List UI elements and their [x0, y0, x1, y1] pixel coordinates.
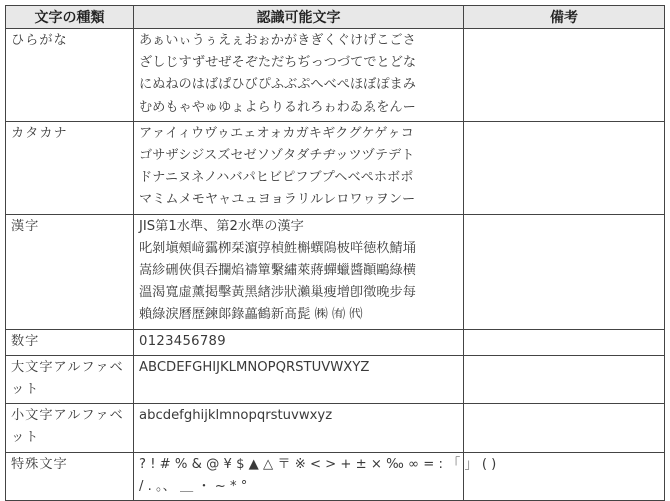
character-line: / . 。、 ＿ ・ ~ * °	[139, 478, 248, 494]
characters-cell	[134, 29, 464, 122]
header-notes: 備考	[464, 6, 665, 29]
character-line: 叱剝塡頰﨑靎栁栞濵弴楨鮏槲蟤隝柀咩徳杦鯖埇	[139, 240, 416, 256]
note-cell	[464, 29, 665, 122]
character-line: アァイィウヴゥエェオォカガキギクグケゲヶコ	[139, 125, 414, 141]
character-line: ? ! # % & @ ¥ $ ▲ △ 〒 ※ < > + ± × ‰ ∞ = : 「 」 ( )	[139, 456, 497, 472]
table-row	[6, 214, 665, 329]
characters-cell	[134, 214, 464, 329]
characters-cell	[134, 355, 464, 403]
characters-cell	[134, 329, 464, 355]
characters-cell	[134, 452, 497, 500]
table-row	[6, 29, 665, 122]
character-line: abcdefghijklmnopqrstuvwxyz	[139, 408, 333, 424]
table-row	[6, 329, 665, 355]
character-line: ドナニヌネノハバパヒビピフブプヘベペホボポ	[139, 170, 414, 186]
note-cell	[464, 355, 665, 403]
recognizable-characters-table	[5, 5, 665, 501]
character-line: 0123456789	[139, 333, 226, 349]
header-row	[6, 6, 665, 29]
character-line: JIS第1水準、第2水準の漢字	[139, 218, 304, 234]
character-line: ざしじすずせぜそぞただちぢっつづてでとどな	[139, 55, 417, 71]
note-cell	[464, 121, 665, 214]
category-cell: 数字	[6, 329, 134, 355]
header-character-type: 文字の種類	[6, 6, 134, 29]
character-line: マミムメモヤャユュヨョラリルレロワヮヲンー	[139, 192, 416, 208]
category-cell: 小文字アルファベット	[6, 404, 134, 452]
characters-cell	[134, 404, 464, 452]
character-line: 嵩紾硎俠俱吞攔焰禱簞繫繡萊蔣蟬蠟醬顚鷗綠横	[139, 263, 416, 279]
characters-cell	[134, 121, 464, 214]
table-row	[6, 404, 665, 452]
table-row	[6, 452, 665, 500]
character-line: ABCDEFGHIJKLMNOPQRSTUVWXYZ	[139, 359, 370, 375]
character-line: 溫渴寬虛薰掲擊黃黑緖涉狀瀨巢瘦增卽徵晚步每	[139, 285, 416, 301]
character-table-container	[5, 5, 664, 501]
category-cell: 漢字	[6, 214, 134, 329]
category-cell: 大文字アルファベット	[6, 355, 134, 403]
category-cell: カタカナ	[6, 121, 134, 214]
table-row	[6, 355, 665, 403]
note-cell	[464, 329, 665, 355]
character-line: むめもゃやゅゆょよらりるれろゎわゐゑをんー	[139, 99, 416, 115]
note-cell	[464, 404, 665, 452]
category-cell: ひらがな	[6, 29, 134, 122]
character-line: ゴサザシジスズセゼソゾタダチヂッツヅテデト	[139, 148, 415, 164]
character-line: にぬねのはばぱひびぴふぶぷへべぺほぼぽまみ	[139, 77, 416, 93]
header-recognizable-characters: 認識可能文字	[134, 6, 464, 29]
character-line: あぁいぃうぅえぇおぉかがきぎくぐけげこごさ	[139, 33, 416, 48]
category-cell: 特殊文字	[6, 452, 134, 500]
character-line: 賴綠淚曆歷鍊郞錄藟鶴新髙髭 ㈱ ㈲ ㈹	[139, 307, 363, 323]
note-cell	[464, 214, 665, 329]
table-row	[6, 121, 665, 214]
